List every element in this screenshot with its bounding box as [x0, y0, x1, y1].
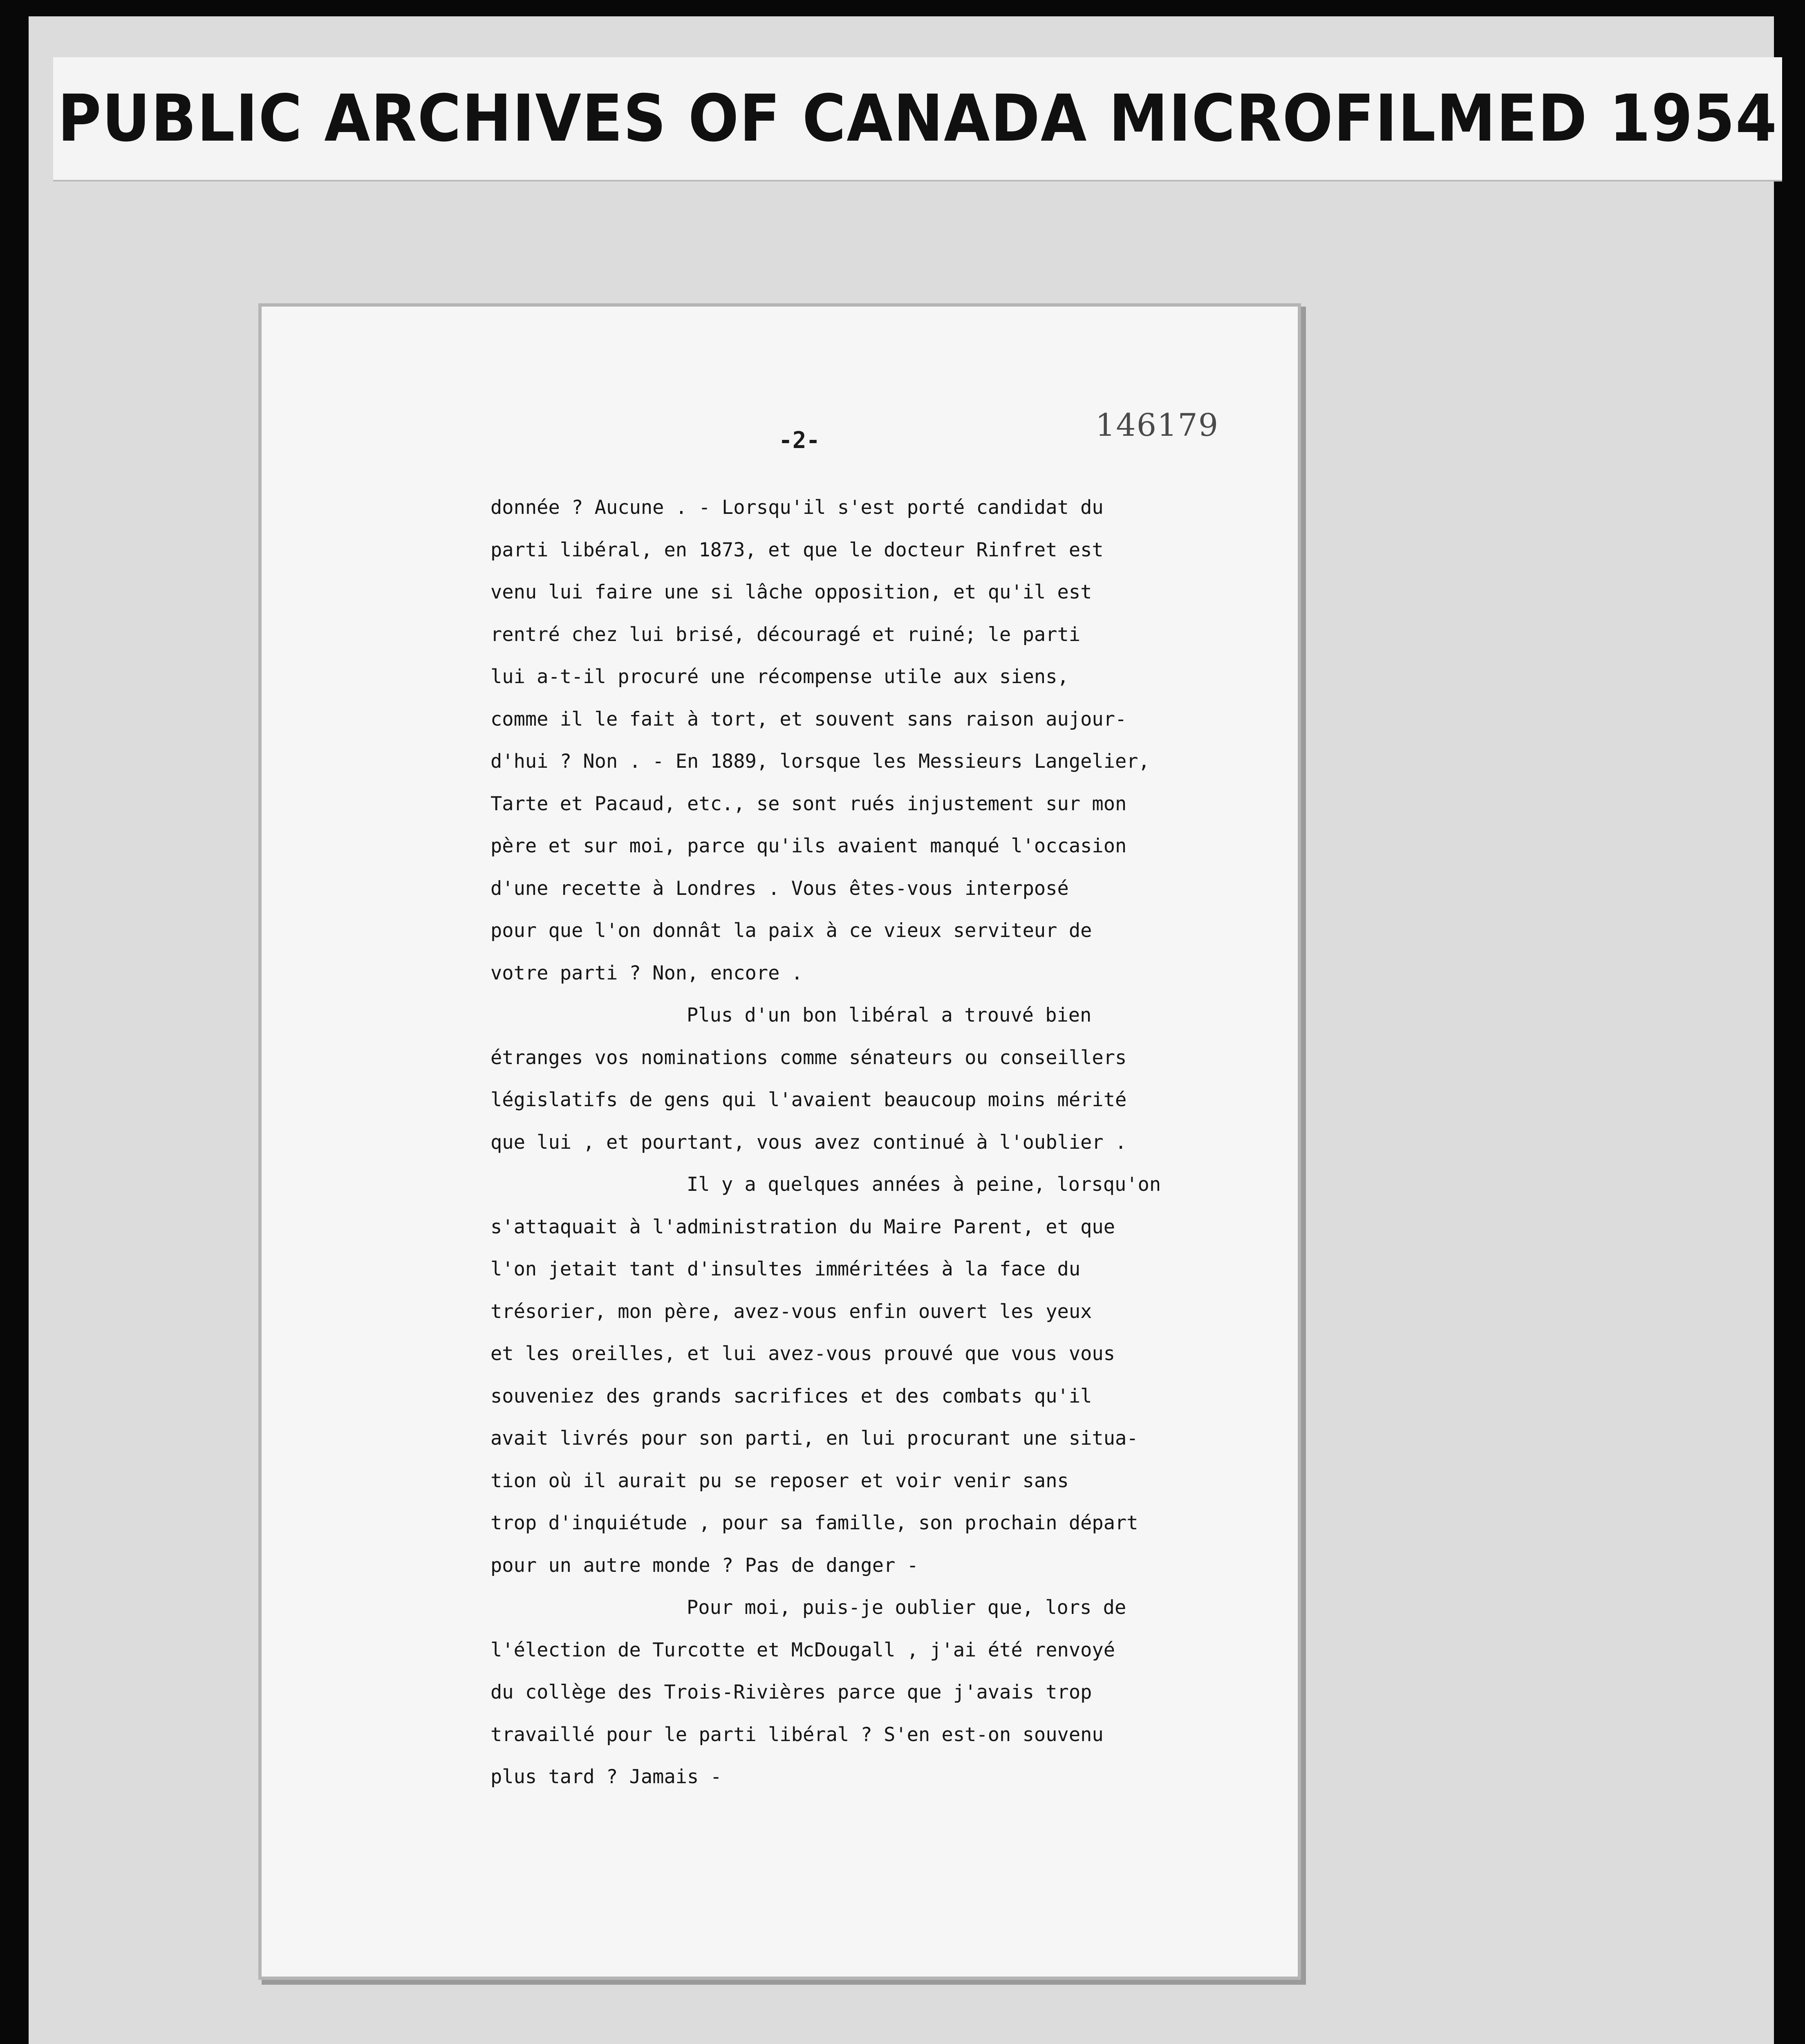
page-number: -2-: [779, 427, 820, 454]
text-line: d'une recette à Londres . Vous êtes-vous interposé: [490, 877, 1069, 900]
text-line: rentré chez lui brisé, découragé et ruiné; le parti: [490, 623, 1081, 646]
text-line: et les oreilles, et lui avez-vous prouvé que vous vous: [490, 1342, 1115, 1365]
text-line: pour un autre monde ? Pas de danger -: [490, 1554, 918, 1577]
archive-header-title: PUBLIC ARCHIVES OF CANADA MICROFILMED 1954: [58, 81, 1778, 156]
text-line: que lui , et pourtant, vous avez continué à l'oublier .: [490, 1131, 1127, 1154]
letter-body: [490, 486, 1279, 1798]
text-line: trésorier, mon père, avez-vous enfin ouvert les yeux: [490, 1300, 1092, 1323]
text-line: législatifs de gens qui l'avaient beaucoup moins mérité: [490, 1089, 1127, 1111]
text-line: avait livrés pour son parti, en lui procurant une situa-: [490, 1427, 1138, 1450]
paragraph-start-line: Plus d'un bon libéral a trouvé bien: [687, 1004, 1092, 1026]
text-line: l'on jetait tant d'insultes imméritées à la face du: [490, 1258, 1081, 1280]
archive-header-band: [53, 57, 1782, 182]
archive-stamp-number: 146179: [1095, 407, 1219, 443]
text-line: Tarte et Pacaud, etc., se sont rués injustement sur mon: [490, 792, 1127, 815]
text-line: s'attaquait à l'administration du Maire Parent, et que: [490, 1215, 1115, 1238]
text-line: tion où il aurait pu se reposer et voir venir sans: [490, 1469, 1069, 1492]
text-line: pour que l'on donnât la paix à ce vieux serviteur de: [490, 919, 1092, 942]
text-line: plus tard ? Jamais -: [490, 1766, 722, 1788]
paragraph-start-line: Il y a quelques années à peine, lorsqu'on: [687, 1173, 1161, 1196]
text-line: venu lui faire une si lâche opposition, et qu'il est: [490, 581, 1092, 603]
text-line: l'élection de Turcotte et McDougall , j'ai été renvoyé: [490, 1638, 1115, 1661]
text-line: étranges vos nominations comme sénateurs ou conseillers: [490, 1046, 1127, 1069]
text-line: lui a-t-il procuré une récompense utile aux siens,: [490, 666, 1069, 688]
text-line: père et sur moi, parce qu'ils avaient manqué l'occasion: [490, 835, 1127, 857]
text-line: travaillé pour le parti libéral ? S'en est-on souvenu: [490, 1723, 1104, 1746]
typed-letter-page: [262, 307, 1298, 1977]
text-line: donnée ? Aucune . - Lorsqu'il s'est porté candidat du: [490, 496, 1104, 519]
paragraph-start-line: Pour moi, puis-je oublier que, lors de: [687, 1596, 1126, 1619]
text-line: comme il le fait à tort, et souvent sans raison aujour-: [490, 708, 1127, 731]
text-line: du collège des Trois-Rivières parce que j'avais trop: [490, 1681, 1092, 1703]
text-line: trop d'inquiétude , pour sa famille, son prochain départ: [490, 1512, 1138, 1534]
text-line: d'hui ? Non . - En 1889, lorsque les Messieurs Langelier,: [490, 750, 1150, 773]
text-line: votre parti ? Non, encore .: [490, 961, 803, 984]
text-line: parti libéral, en 1873, et que le docteur Rinfret est: [490, 538, 1104, 561]
text-line: souveniez des grands sacrifices et des combats qu'il: [490, 1385, 1092, 1407]
